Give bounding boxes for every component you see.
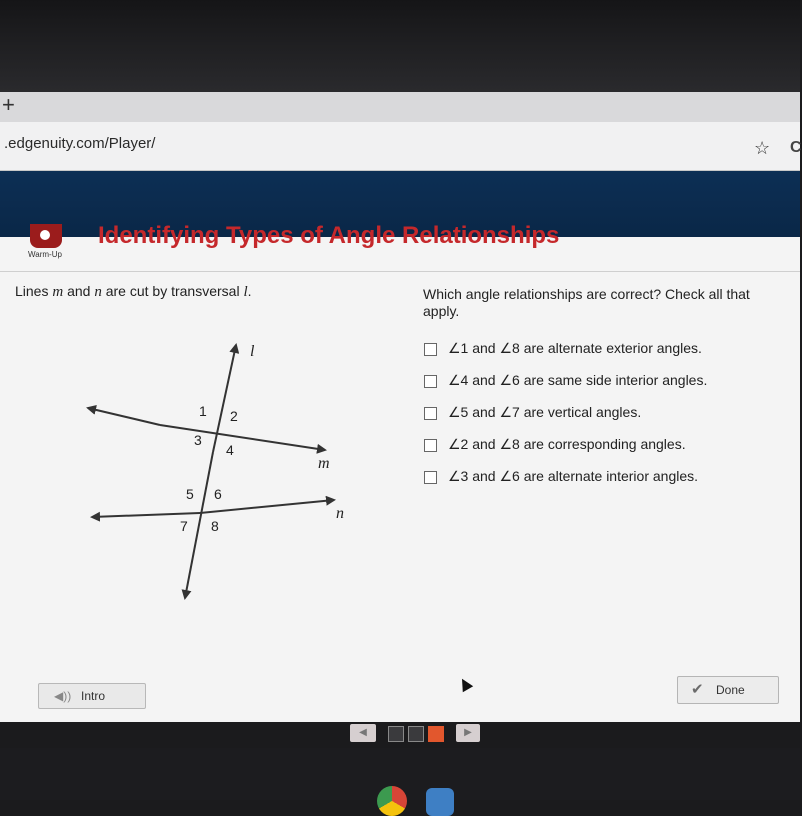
checkmark-icon: ✔ [691,681,704,698]
option-label[interactable]: ∠3 and ∠6 are alternate interior angles. [448,468,699,484]
option-checkbox[interactable] [424,471,437,484]
option-checkbox[interactable] [424,439,437,452]
question-text: Which angle relationships are correct? Check all that apply. [423,286,750,319]
angle-5-label: 5 [186,486,194,502]
chrome-app-icon[interactable] [377,786,407,816]
intro-button[interactable] [38,683,146,709]
option-label[interactable]: ∠1 and ∠8 are alternate exterior angles. [448,340,702,356]
angle-8-label: 8 [211,518,219,534]
option-checkbox[interactable] [424,343,437,356]
prev-page-button[interactable]: ◀ [350,724,376,742]
next-page-button[interactable]: ▶ [456,724,480,742]
var-m: m [52,284,64,300]
angle-7-label: 7 [180,518,188,534]
page-navigator [350,724,480,746]
done-label: Done [716,683,745,697]
angle-3-label: 3 [194,432,202,448]
prompt-suffix: . [247,283,252,299]
prompt-prefix: Lines [15,283,53,299]
angle-4-label: 4 [226,442,234,458]
angle-2-label: 2 [230,408,238,424]
angle-6-label: 6 [214,486,222,502]
option-label[interactable]: ∠5 and ∠7 are vertical angles. [448,404,642,420]
app-dock-icon[interactable] [426,788,454,816]
page-indicator[interactable] [388,726,404,742]
var-n: n [94,284,102,300]
intro-label: Intro [81,689,106,703]
option-checkbox[interactable] [424,407,437,420]
transversal-l-lower [185,452,213,598]
line-m [160,425,325,450]
label-m: m [318,455,330,472]
lesson-title: Identifying Types of Angle Relationships [98,222,560,249]
warmup-label: Warm-Up [28,250,62,259]
option-label[interactable]: ∠4 and ∠6 are same side interior angles. [448,372,708,388]
line-m-left [88,408,160,425]
page-indicator[interactable] [408,726,424,742]
option-checkbox[interactable] [424,375,437,388]
angle-1-label: 1 [199,403,207,419]
page-indicator-current[interactable] [428,726,444,742]
prompt-middle: are cut by transversal [101,283,244,299]
line-n-left [92,513,200,517]
done-button[interactable] [677,676,779,704]
url-text[interactable]: .edgenuity.com/Player/ [4,135,156,152]
option-label[interactable]: ∠2 and ∠8 are corresponding angles. [448,436,686,452]
var-l: l [243,284,248,300]
new-tab-button[interactable]: + [2,92,15,117]
label-n: n [336,505,344,522]
label-l: l [250,343,255,360]
speaker-icon: ◀)) [54,689,72,703]
prompt-and: and [63,283,95,299]
star-icon[interactable]: ☆ [754,138,771,158]
extension-icon[interactable]: C [790,139,802,156]
